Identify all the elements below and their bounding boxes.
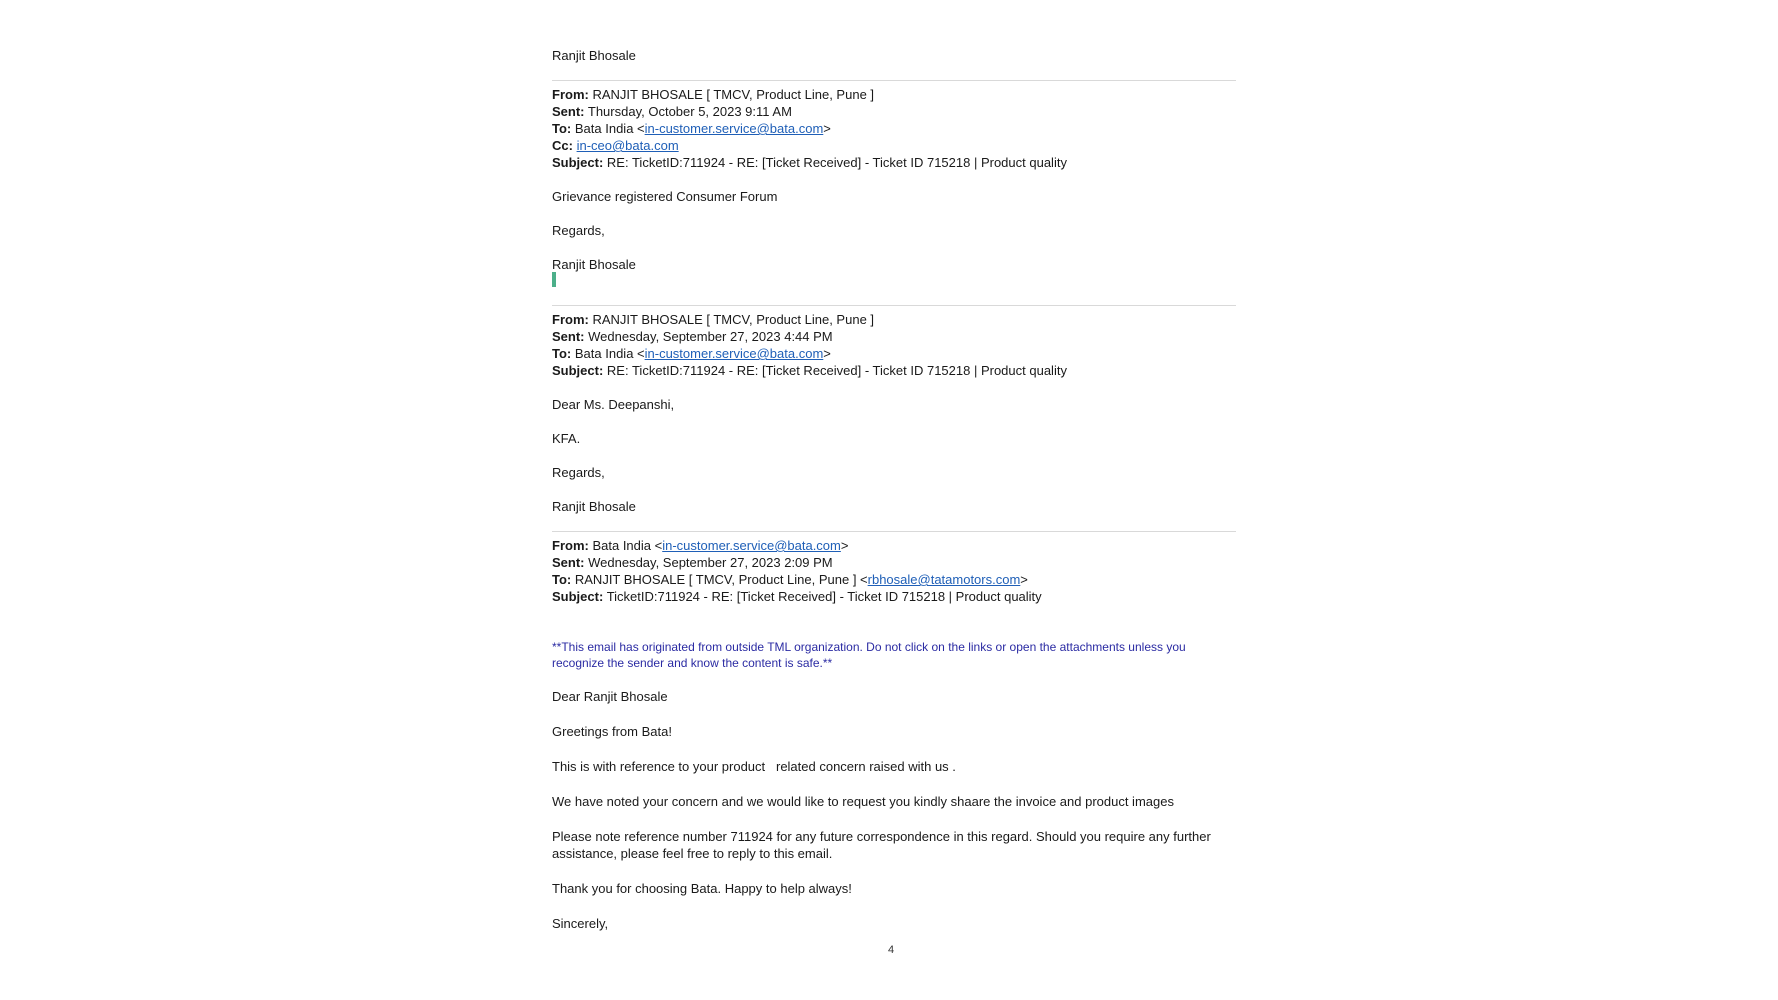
email3-to (552, 571, 1028, 588)
email1-sent (552, 103, 792, 120)
top-signature: Ranjit Bhosale (552, 48, 636, 63)
from-email-link[interactable]: in-customer.service@bata.com (662, 538, 841, 553)
subject-value: TicketID:711924 - RE: [Ticket Received] - Ticket ID 715218 | Product quality (606, 589, 1042, 604)
email2-regards: Regards, (552, 465, 605, 480)
email2-signature: Ranjit Bhosale (552, 499, 636, 514)
subject-label: Subject: (552, 363, 604, 378)
subject-value: RE: TicketID:711924 - RE: [Ticket Received] - Ticket ID 715218 | Product quality (606, 363, 1067, 378)
from-value: RANJIT BHOSALE [ TMCV, Product Line, Pune ] (592, 312, 875, 327)
email-separator (552, 305, 1236, 306)
to-label: To: (552, 572, 572, 587)
email1-regards: Regards, (552, 223, 605, 238)
cc-email-link[interactable]: in-ceo@bata.com (576, 138, 679, 153)
email-separator (552, 531, 1236, 532)
email3-paragraph-5: Thank you for choosing Bata. Happy to help always! (552, 881, 852, 896)
email3-paragraph-3: We have noted your concern and we would like to request you kindly shaare the invoice and product images (552, 794, 1174, 809)
email3-greeting: Dear Ranjit Bhosale (552, 689, 668, 704)
to-label: To: (552, 346, 572, 361)
to-close: > (823, 121, 831, 136)
email2-sent (552, 328, 833, 345)
email1-signature: Ranjit Bhosale (552, 257, 636, 272)
to-close: > (1020, 572, 1028, 587)
from-name: Bata India < (592, 538, 663, 553)
from-value: RANJIT BHOSALE [ TMCV, Product Line, Pune ] (592, 87, 875, 102)
sent-label: Sent: (552, 555, 585, 570)
to-close: > (823, 346, 831, 361)
email3-subject (552, 588, 1042, 605)
sent-value: Wednesday, September 27, 2023 4:44 PM (588, 329, 833, 344)
email1-subject (552, 154, 1067, 171)
cc-label: Cc: (552, 138, 573, 153)
to-email-link[interactable]: rbhosale@tatamotors.com (867, 572, 1021, 587)
to-name: Bata India < (574, 121, 645, 136)
to-name: Bata India < (574, 346, 645, 361)
email-separator (552, 80, 1236, 81)
email3-sent (552, 554, 833, 571)
email3-from (552, 537, 848, 554)
email2-subject (552, 362, 1067, 379)
email2-from (552, 311, 874, 328)
from-label: From: (552, 312, 589, 327)
email1-from (552, 86, 874, 103)
sent-label: Sent: (552, 104, 585, 119)
email1-cc (552, 137, 679, 154)
subject-label: Subject: (552, 589, 604, 604)
from-label: From: (552, 87, 589, 102)
from-close: > (840, 538, 849, 553)
email1-to (552, 120, 831, 137)
email2-to (552, 345, 831, 362)
sent-value: Wednesday, September 27, 2023 2:09 PM (588, 555, 833, 570)
email2-body: KFA. (552, 431, 581, 446)
email3-paragraph-1: Greetings from Bata! (552, 724, 672, 739)
email3-paragraph-2: This is with reference to your product related concern raised with us . (552, 759, 956, 774)
sent-label: Sent: (552, 329, 585, 344)
subject-label: Subject: (552, 155, 604, 170)
email2-greeting: Dear Ms. Deepanshi, (552, 397, 675, 412)
to-name: RANJIT BHOSALE [ TMCV, Product Line, Pune ] < (574, 572, 868, 587)
to-label: To: (552, 121, 572, 136)
document-page (552, 0, 1236, 1000)
to-email-link[interactable]: in-customer.service@bata.com (644, 121, 824, 136)
external-email-warning: **This email has originated from outside TML organization. Do not click on the links or open the attachments unless you recognize the sender and know the content is safe.** (552, 640, 1186, 670)
subject-value: RE: TicketID:711924 - RE: [Ticket Received] - Ticket ID 715218 | Product quality (606, 155, 1067, 170)
text-cursor-marker (552, 272, 556, 287)
email1-body: Grievance registered Consumer Forum (552, 189, 778, 204)
email3-closing: Sincerely, (552, 916, 609, 931)
from-label: From: (552, 538, 589, 553)
to-email-link[interactable]: in-customer.service@bata.com (644, 346, 824, 361)
email3-paragraph-4: Please note reference number 711924 for any future correspondence in this regard. Should you require any further assistance, please feel free to reply to this email. (552, 829, 1211, 861)
sent-value: Thursday, October 5, 2023 9:11 AM (587, 104, 792, 119)
page-number: 4 (888, 944, 895, 956)
